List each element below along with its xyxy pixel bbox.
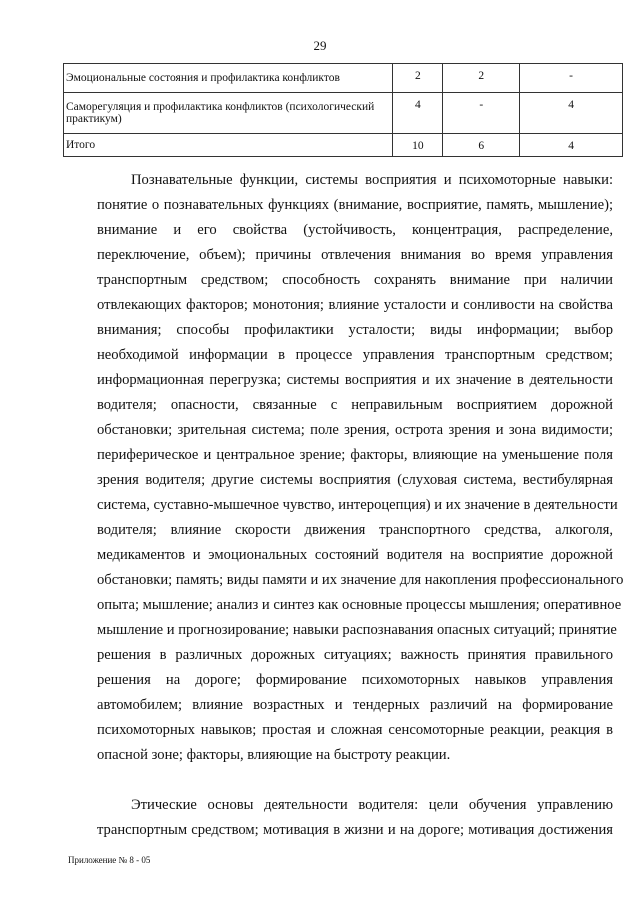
text-line: система, суставно-мышечное чувство, интероцепция) и их значение в деятельности xyxy=(97,497,618,513)
text-line: внимание и его свойства (устойчивость, концентрация, распределение, xyxy=(97,222,613,238)
col3-value: 4 xyxy=(520,93,623,134)
text-line: опыта; мышление; анализ и синтез как основные процессы мышления; оперативное xyxy=(97,597,622,613)
text-line: зрения водителя; другие системы восприятия (слуховая система, вестибулярная xyxy=(97,472,613,488)
text-line: понятие о познавательных функциях (внимание, восприятие, память, мышление); xyxy=(97,197,613,213)
col3-value: 4 xyxy=(520,134,623,157)
text-line: переключение, объем); причины отвлечения внимания во время управления xyxy=(97,247,613,263)
text-line: обстановки; зрительная система; поле зрения, острота зрения и зона видимости; xyxy=(97,422,613,438)
paragraph-cognitive-functions xyxy=(97,168,624,768)
text-line: опасной зоне; факторы, влияющие на быстроту реакции. xyxy=(97,747,451,763)
table-row xyxy=(64,134,623,157)
text-line: обстановки; память; виды памяти и их значение для накопления профессионального xyxy=(97,572,624,588)
text-line: информационная перегрузка; системы восприятия и их значение в деятельности xyxy=(97,372,613,388)
text-line: медикаментов и эмоциональных состояний водителя на восприятие дорожной xyxy=(97,547,613,563)
text-line: автомобилем; влияние возрастных и тендерных различий на формирование xyxy=(97,697,613,713)
text-line: Этические основы деятельности водителя: цели обучения управлению xyxy=(131,797,613,813)
col1-value: 2 xyxy=(393,64,443,93)
col2-value: 2 xyxy=(443,64,520,93)
col3-value: - xyxy=(520,64,623,93)
paragraph-ethics xyxy=(97,793,613,843)
text-line: решения в различных дорожных ситуациях; важность принятия правильного xyxy=(97,647,613,663)
text-line: водителя; влияние скорости движения транспортного средства, алкоголя, xyxy=(97,522,613,538)
hours-table xyxy=(63,63,623,157)
text-line: водителя; опасности, связанные с неправильным восприятием дорожной xyxy=(97,397,613,413)
text-line: психомоторных навыков; простая и сложная сенсомоторные реакции, реакция в xyxy=(97,722,613,738)
table-row xyxy=(64,64,623,93)
text-line: отвлекающих факторов; монотония; влияние усталости и сонливости на свойства xyxy=(97,297,613,313)
table-row xyxy=(64,93,623,134)
text-line: Познавательные функции, системы восприятия и психомоторные навыки: xyxy=(131,172,613,188)
col1-value: 10 xyxy=(393,134,443,157)
text-line: периферическое и центральное зрение; факторы, влияющие на уменьшение поля xyxy=(97,447,613,463)
text-line: транспортным средством; способность сохранять внимание при наличии xyxy=(97,272,613,288)
col2-value: 6 xyxy=(443,134,520,157)
footer-annex: Приложение № 8 - 05 xyxy=(68,855,151,865)
text-line: транспортным средством; мотивация в жизни и на дороге; мотивация достижения xyxy=(97,822,613,838)
page-number: 29 xyxy=(313,38,327,53)
row-label: Эмоциональные состояния и профилактика конфликтов xyxy=(64,64,393,93)
text-line: решения на дороге; формирование психомоторных навыков управления xyxy=(97,672,613,688)
row-label: Саморегуляция и профилактика конфликтов (психологический практикум) xyxy=(64,93,393,134)
row-label: Итого xyxy=(64,134,393,157)
text-line: необходимой информации в процессе управления транспортным средством; xyxy=(97,347,613,363)
col1-value: 4 xyxy=(393,93,443,134)
text-line: мышление и прогнозирование; навыки распознавания опасных ситуаций; принятие xyxy=(97,622,617,638)
col2-value: - xyxy=(443,93,520,134)
text-line: внимания; способы профилактики усталости; виды информации; выбор xyxy=(97,322,613,338)
